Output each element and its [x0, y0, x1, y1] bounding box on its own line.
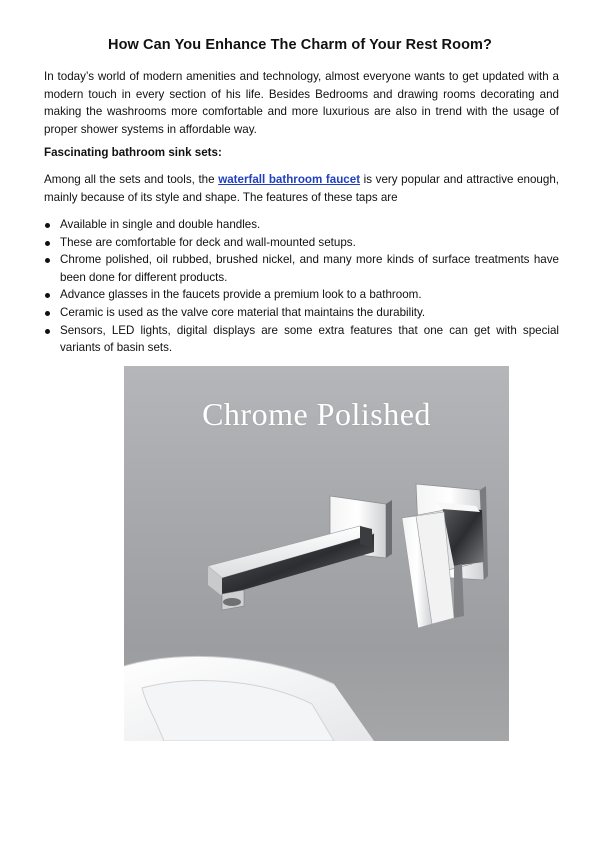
list-item-text: These are comfortable for deck and wall-mounted setups.: [60, 235, 356, 249]
sink-basin: [124, 656, 374, 741]
section-heading: Fascinating bathroom sink sets:: [44, 146, 222, 159]
bullet-icon: [45, 241, 50, 246]
paragraph-text-after-link: is very popular and attractive enough, mainly because of its style and shape. The features of these taps are: [44, 173, 559, 204]
features-list: [44, 216, 559, 357]
bullet-icon: [45, 293, 50, 298]
list-item: [44, 304, 559, 322]
waterfall-faucet-link[interactable]: waterfall bathroom faucet: [218, 173, 361, 186]
list-item: [44, 322, 559, 357]
list-item: [44, 216, 559, 234]
bullet-icon: [45, 329, 50, 334]
page-title: How Can You Enhance The Charm of Your Rest Room?: [108, 37, 492, 53]
list-item: [44, 251, 559, 286]
bullet-icon: [45, 311, 50, 316]
list-item: [44, 286, 559, 304]
bullet-icon: [45, 223, 50, 228]
list-item-text: Chrome polished, oil rubbed, brushed nickel, and many more kinds of surface treatments have been done for different products.: [60, 253, 559, 284]
spout-arm: [208, 526, 374, 610]
image-caption: Chrome Polished: [202, 396, 431, 432]
bullet-icon: [45, 258, 50, 263]
list-item-text: Sensors, LED lights, digital displays are some extra features that one can get with special variants of basin sets.: [60, 323, 559, 355]
list-item-text: Available in single and double handles.: [60, 218, 261, 231]
list-item-text: Advance glasses in the faucets provide a premium look to a bathroom.: [60, 288, 422, 302]
faucet-product-photo: [124, 366, 509, 741]
list-item: [44, 234, 559, 252]
faucet-paragraph: [44, 171, 559, 206]
intro-paragraph: In today’s world of modern amenities and technology, almost everyone wants to get updated with a modern touch in every section of his life. Besides Bedrooms and drawing rooms decorating and making the washrooms more comfortable and more luxurious are also in trend with the usage of proper shower systems in affordable way.: [44, 70, 559, 136]
paragraph-text-before-link: Among all the sets and tools, the: [44, 173, 219, 186]
list-item-text: Ceramic is used as the valve core material that maintains the durability.: [60, 305, 426, 319]
